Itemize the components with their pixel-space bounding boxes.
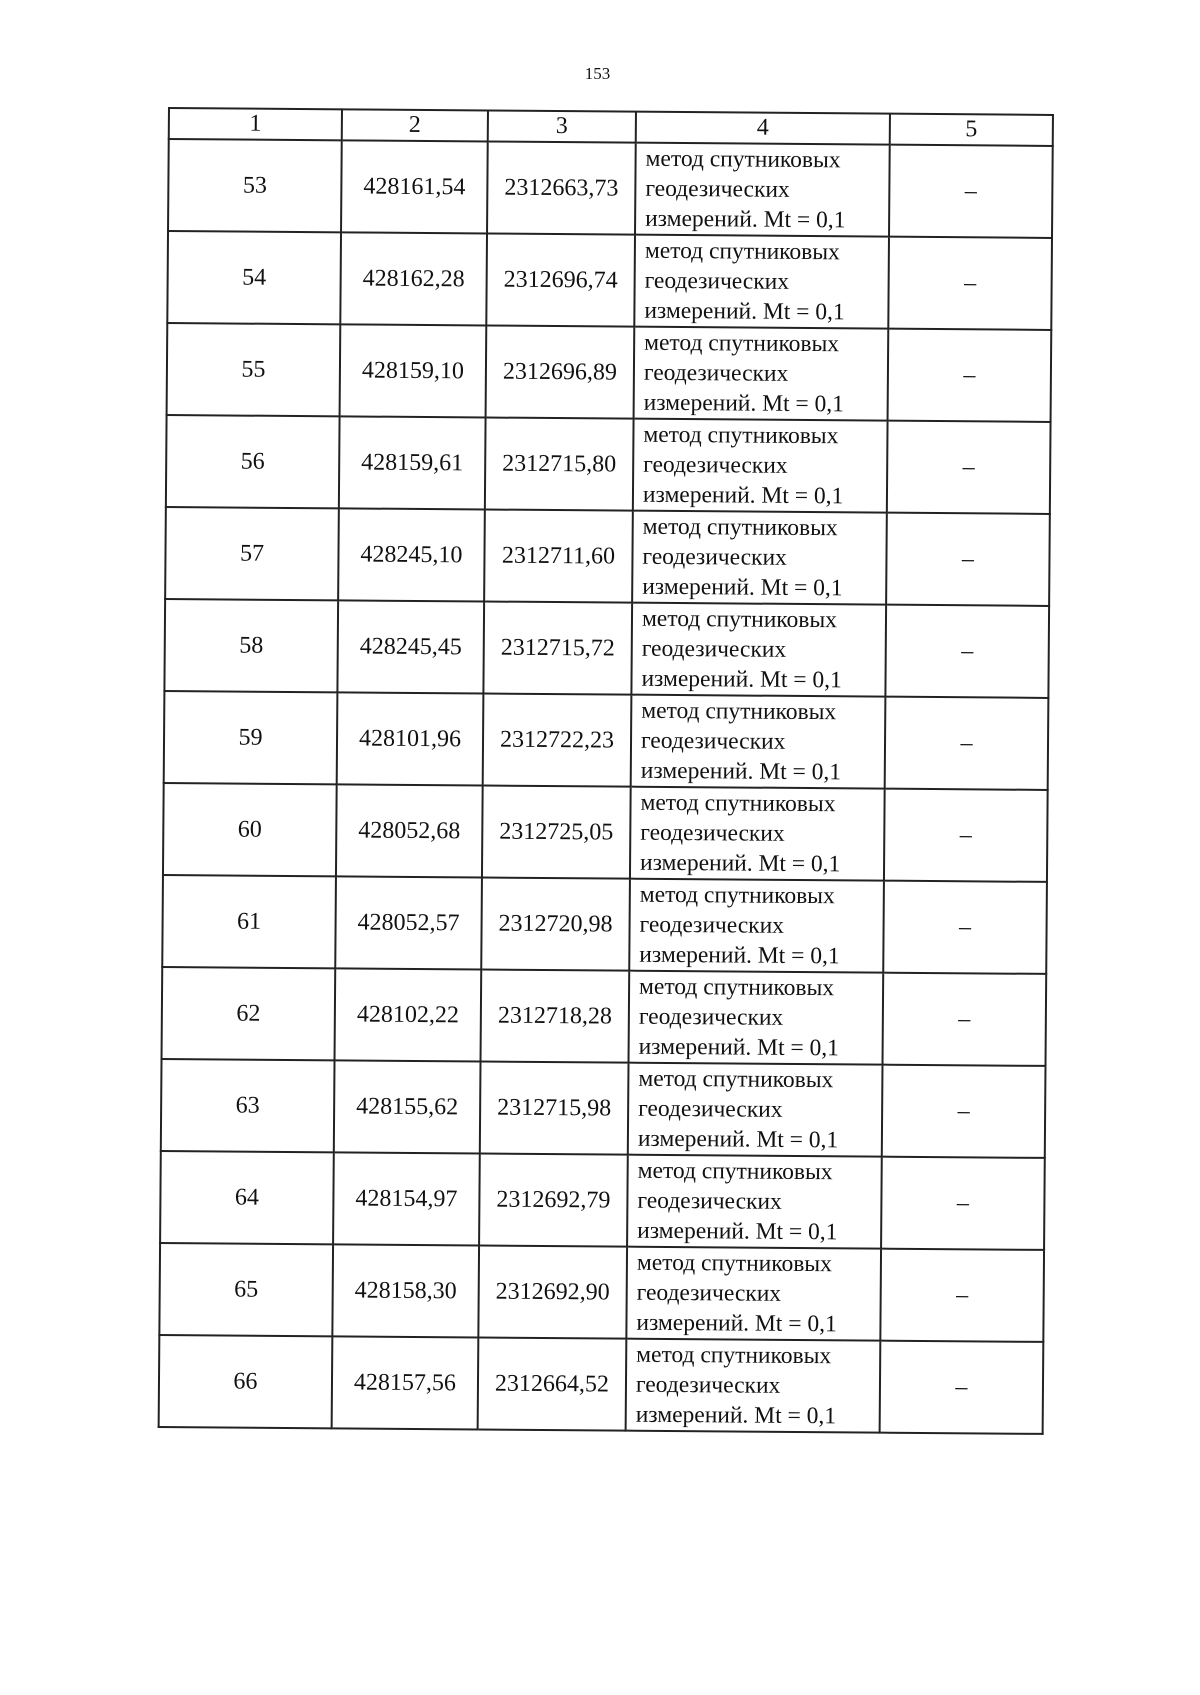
method-line: метод спутниковых — [641, 697, 837, 726]
table-row — [168, 139, 1053, 238]
header-cell: 2 — [342, 109, 488, 141]
x-coordinate-cell: 428245,10 — [338, 508, 485, 601]
method-line: измерений. Mt = 0,1 — [644, 297, 845, 326]
table-row — [161, 1059, 1046, 1158]
point-number-cell: 54 — [167, 231, 341, 324]
method-line: измерений. Mt = 0,1 — [637, 1217, 838, 1246]
table-row — [167, 231, 1052, 330]
point-number-cell: 59 — [164, 691, 338, 784]
method-line: метод спутниковых — [642, 513, 838, 542]
point-number-cell: 62 — [162, 967, 336, 1060]
note-cell: – — [883, 973, 1047, 1066]
y-coordinate-cell: 2312715,98 — [480, 1061, 629, 1154]
note-cell: – — [888, 237, 1052, 330]
method-line: геодезических — [639, 911, 785, 939]
method-cell — [626, 1247, 881, 1341]
x-coordinate-cell: 428161,54 — [341, 140, 488, 233]
x-coordinate-cell: 428159,61 — [339, 416, 486, 509]
point-number-cell: 66 — [159, 1335, 333, 1428]
note-cell: – — [887, 421, 1051, 514]
note-cell: – — [882, 1065, 1046, 1158]
method-line: геодезических — [641, 635, 787, 663]
method-line: геодезических — [637, 1187, 782, 1215]
y-coordinate-cell: 2312692,79 — [479, 1153, 628, 1246]
method-cell — [628, 1063, 883, 1157]
method-line: геодезических — [638, 1095, 783, 1123]
method-line: геодезических — [644, 267, 790, 295]
x-coordinate-cell: 428157,56 — [332, 1336, 479, 1429]
method-line: метод спутниковых — [636, 1341, 832, 1370]
method-cell — [629, 879, 884, 973]
table-row — [159, 1335, 1044, 1434]
page-number: 153 — [584, 64, 611, 83]
method-line: геодезических — [640, 819, 785, 847]
method-cell — [626, 1339, 881, 1433]
note-cell: – — [889, 145, 1053, 238]
header-cell: 1 — [169, 108, 342, 140]
header-cell: 5 — [890, 114, 1053, 146]
method-line: измерений. Mt = 0,1 — [643, 389, 845, 418]
table-row — [160, 1151, 1045, 1250]
header-cell: 3 — [488, 111, 636, 143]
x-coordinate-cell: 428155,62 — [334, 1060, 481, 1153]
x-coordinate-cell: 428101,96 — [337, 692, 484, 785]
table-row — [164, 599, 1049, 698]
x-coordinate-cell: 428245,45 — [337, 600, 484, 693]
x-coordinate-cell: 428154,97 — [333, 1152, 480, 1245]
y-coordinate-cell: 2312696,89 — [486, 326, 635, 419]
y-coordinate-cell: 2312664,52 — [478, 1337, 627, 1430]
table-row — [167, 323, 1052, 422]
point-number-cell: 61 — [162, 875, 336, 968]
x-coordinate-cell: 428052,68 — [336, 784, 483, 877]
method-cell — [629, 971, 884, 1065]
y-coordinate-cell: 2312722,23 — [483, 693, 632, 786]
method-line: метод спутниковых — [637, 1157, 833, 1186]
method-cell — [635, 143, 890, 237]
coordinates-table — [158, 107, 1054, 1435]
method-line: метод спутниковых — [644, 329, 840, 358]
table-row — [162, 967, 1047, 1066]
note-cell: – — [880, 1341, 1044, 1434]
method-line: измерений. Mt = 0,1 — [639, 941, 840, 970]
y-coordinate-cell: 2312725,05 — [482, 785, 631, 878]
method-line: метод спутниковых — [639, 881, 835, 910]
y-coordinate-cell: 2312715,72 — [483, 601, 632, 694]
method-line: метод спутниковых — [641, 605, 838, 634]
point-number-cell: 56 — [166, 415, 340, 508]
note-cell: – — [885, 605, 1049, 698]
table-row — [159, 1243, 1044, 1342]
method-line: измерений. Mt = 0,1 — [638, 1033, 840, 1062]
method-line: метод спутниковых — [636, 1249, 833, 1278]
point-number-cell: 65 — [159, 1243, 333, 1336]
method-cell — [631, 603, 886, 697]
method-cell — [631, 695, 886, 789]
y-coordinate-cell: 2312663,73 — [487, 142, 636, 235]
point-number-cell: 60 — [163, 783, 337, 876]
method-cell — [632, 511, 887, 605]
y-coordinate-cell: 2312720,98 — [481, 877, 630, 970]
note-cell: – — [881, 1157, 1045, 1250]
method-line: геодезических — [645, 175, 790, 203]
method-line: метод спутниковых — [645, 145, 841, 174]
table-row — [163, 783, 1048, 882]
y-coordinate-cell: 2312715,80 — [485, 418, 634, 511]
method-cell — [627, 1155, 882, 1249]
method-line: геодезических — [643, 451, 788, 479]
x-coordinate-cell: 428102,22 — [335, 968, 482, 1061]
method-line: измерений. Mt = 0,1 — [641, 665, 842, 694]
table-row — [166, 415, 1051, 514]
y-coordinate-cell: 2312718,28 — [481, 969, 630, 1062]
method-line: геодезических — [643, 359, 789, 387]
method-cell — [634, 235, 889, 329]
note-cell: – — [883, 881, 1047, 974]
point-number-cell: 63 — [161, 1059, 335, 1152]
method-cell — [633, 419, 888, 513]
method-line: измерений. Mt = 0,1 — [642, 573, 843, 602]
point-number-cell: 64 — [160, 1151, 334, 1244]
table-row — [162, 875, 1047, 974]
method-cell — [630, 787, 885, 881]
note-cell: – — [885, 697, 1049, 790]
x-coordinate-cell: 428158,30 — [332, 1244, 479, 1337]
method-line: измерений. Mt = 0,1 — [637, 1125, 839, 1154]
method-line: геодезических — [636, 1279, 782, 1307]
point-number-cell: 57 — [165, 507, 339, 600]
method-line: измерений. Mt = 0,1 — [640, 757, 842, 786]
x-coordinate-cell: 428052,57 — [335, 876, 482, 969]
method-line: измерений. Mt = 0,1 — [645, 205, 846, 234]
note-cell: – — [888, 329, 1052, 422]
method-line: измерений. Mt = 0,1 — [635, 1401, 837, 1430]
note-cell: – — [884, 789, 1048, 882]
y-coordinate-cell: 2312711,60 — [484, 510, 633, 603]
method-cell — [634, 327, 889, 421]
method-line: геодезических — [640, 727, 786, 755]
method-line: геодезических — [638, 1003, 784, 1031]
method-line: метод спутниковых — [638, 1065, 834, 1094]
method-line: измерений. Mt = 0,1 — [642, 481, 844, 510]
y-coordinate-cell: 2312692,90 — [478, 1245, 627, 1338]
point-number-cell: 58 — [164, 599, 338, 692]
table-row — [164, 691, 1049, 790]
point-number-cell: 53 — [168, 139, 342, 232]
method-line: геодезических — [635, 1371, 781, 1399]
x-coordinate-cell: 428159,10 — [340, 324, 487, 417]
method-line: измерений. Mt = 0,1 — [639, 849, 841, 878]
header-cell: 4 — [636, 112, 890, 145]
method-line: геодезических — [642, 543, 787, 571]
note-cell: – — [880, 1249, 1044, 1342]
method-line: метод спутниковых — [640, 789, 836, 818]
method-line: метод спутниковых — [644, 237, 840, 266]
table-row — [165, 507, 1050, 606]
y-coordinate-cell: 2312696,74 — [486, 234, 635, 327]
note-cell: – — [886, 513, 1050, 606]
method-line: метод спутниковых — [643, 421, 839, 450]
point-number-cell: 55 — [167, 323, 341, 416]
x-coordinate-cell: 428162,28 — [340, 232, 487, 325]
method-line: измерений. Mt = 0,1 — [636, 1309, 837, 1338]
method-line: метод спутниковых — [639, 973, 835, 1002]
